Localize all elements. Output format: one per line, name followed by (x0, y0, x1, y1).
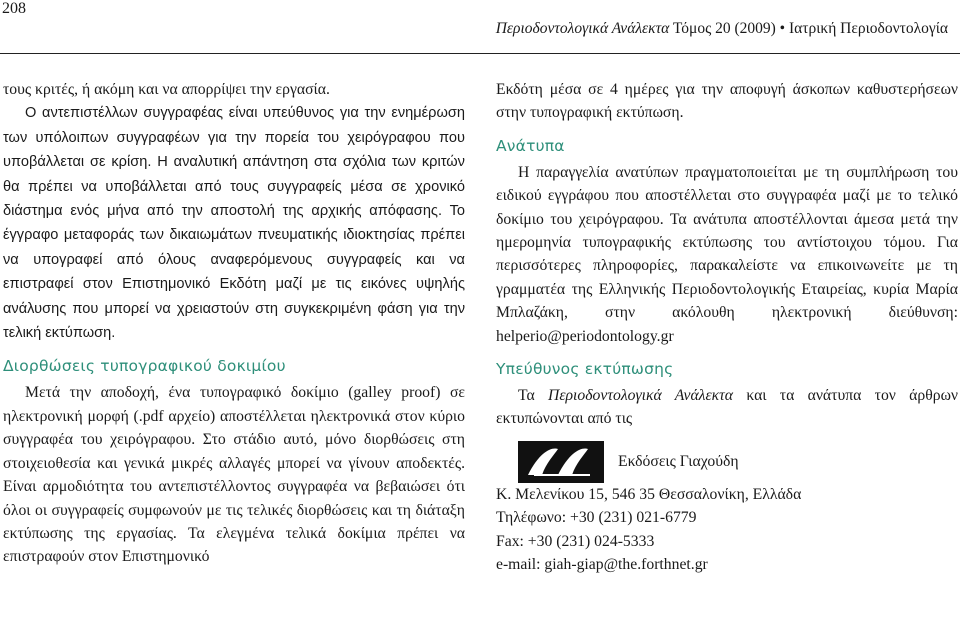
text-run: Ο αντεπιστέλλων συγγραφέας είναι υπεύθυνος για την ενημέρωση των υπόλοιπων συγγραφέων για την πορεία του χειρόγραφου που υποβάλλεται σε κρίση. (3, 105, 465, 171)
paragraph: τους κριτές, ή ακόμη και να απορρίψει την εργασία. (3, 81, 330, 98)
left-column (3, 78, 465, 569)
email: e-mail: giah-giap@the.forthnet.gr (496, 556, 708, 574)
running-head (496, 20, 948, 38)
issue-info: Τόμος 20 (2009) • Ιατρική Περιοδοντολογία (669, 20, 948, 37)
phone: Τηλέφωνο: +30 (231) 021-6779 (496, 509, 697, 527)
publisher-logo-icon (518, 441, 604, 483)
address: Κ. Μελενίκου 15, 546 35 Θεσσαλονίκη, Ελλάδα (496, 485, 802, 503)
journal-title: Περιοδοντολογικά Ανάλεκτα (495, 20, 670, 37)
paragraph: Εκδότη μέσα σε 4 ημέρες για την αποφυγή άσκοπων καθυστερήσεων στην τυπογραφική εκτύπωση. (496, 81, 958, 122)
text-run: Τα (518, 387, 549, 405)
section-heading-reprints: Ανάτυπα (496, 136, 565, 155)
page-number: 208 (2, 0, 26, 17)
fax: Fax: +30 (231) 024-5333 (496, 532, 655, 550)
section-heading-printing: Υπεύθυνος εκτύπωσης (496, 360, 674, 379)
publisher-block (518, 441, 958, 483)
text-run: Η αναλυτική απάντηση στα σχόλια των κριτών θα πρέπει να υποβάλλεται από τους συγγραφείς μέσα σε χρονικό διάστημα ενός μήνα από την αποστολή της αρχικής απόφασης. (3, 154, 465, 220)
paragraph (496, 384, 958, 431)
paragraph (3, 101, 465, 345)
publisher-name: Εκδόσεις Γιαχούδη (618, 453, 739, 471)
right-column (496, 78, 958, 577)
section-heading-proofs: Διορθώσεις τυπογραφικού δοκιμίου (3, 357, 286, 376)
paragraph: Η παραγγελία ανατύπων πραγματοποιείται με τη συμπλήρωση του ειδικού εγγράφου που αποστέλλεται στο συγγραφέα μαζί με το τελικό δοκίμιο του χειρόγραφου. Τα ανάτυπα αποστέλλονται άμεσα μετά την ημερομηνία τυπογραφικής εκτύπωσης του αντίστοιχου τόμου. Για περισσότερες πληροφορίες, παρακαλείστε να επικοινωνείτε με τη γραμματέα της Ελληνικής Περιοδοντολογικής Εταιρείας, κυρία Μαρία Μπλαζάκη, στην ακόλουθη ηλεκτρονική διεύθυνση: helperio@periodontology.gr (496, 163, 958, 345)
text-run: Το έγγραφο μεταφοράς των δικαιωμάτων πνευματικής ιδιοκτησίας πρέπει να υπογραφεί από όλους αναφερόμενους συγγραφείς και να επιστραφεί στον Επιστημονικό Εκδότη μαζί με τις εικόνες υψηλής ανάλυσης που μπορεί να χρειαστούν στη συγκεκριμένη φάση για την τελική εκτύπωση. (3, 203, 466, 342)
paragraph: Μετά την αποδοχή, ένα τυπογραφικό δοκίμιο (galley proof) σε ηλεκτρονική μορφή (.pdf αρχείο) αποστέλλεται ηλεκτρονικά στον κύριο συγγραφέα του χειρόγραφου. Στο στάδιο αυτό, μόνο διορθώσεις στη στοιχειοθεσία και γενικά μικρές αλλαγές μπορεί να γίνουν αποδεκτές. Είναι αρμοδιότητα του αντεπιστέλλοντος συγγραφέα να βεβαιώσει ότι όλοι οι συγγραφείς συμφωνούν με τις τελικές διορθώσεις και τη διάταξη εκτύπωσης της εργασίας. Τα ελεγμένα τελικά δοκίμια πρέπει να επιστραφούν στον Επιστημονικό (3, 384, 465, 566)
journal-title-inline: Περιοδοντολογικά Ανάλεκτα (548, 387, 734, 405)
text-run: και τα ανάτυπα τον άρθρων εκτυπώνονται από τις (496, 387, 958, 428)
header-rule (0, 53, 960, 54)
